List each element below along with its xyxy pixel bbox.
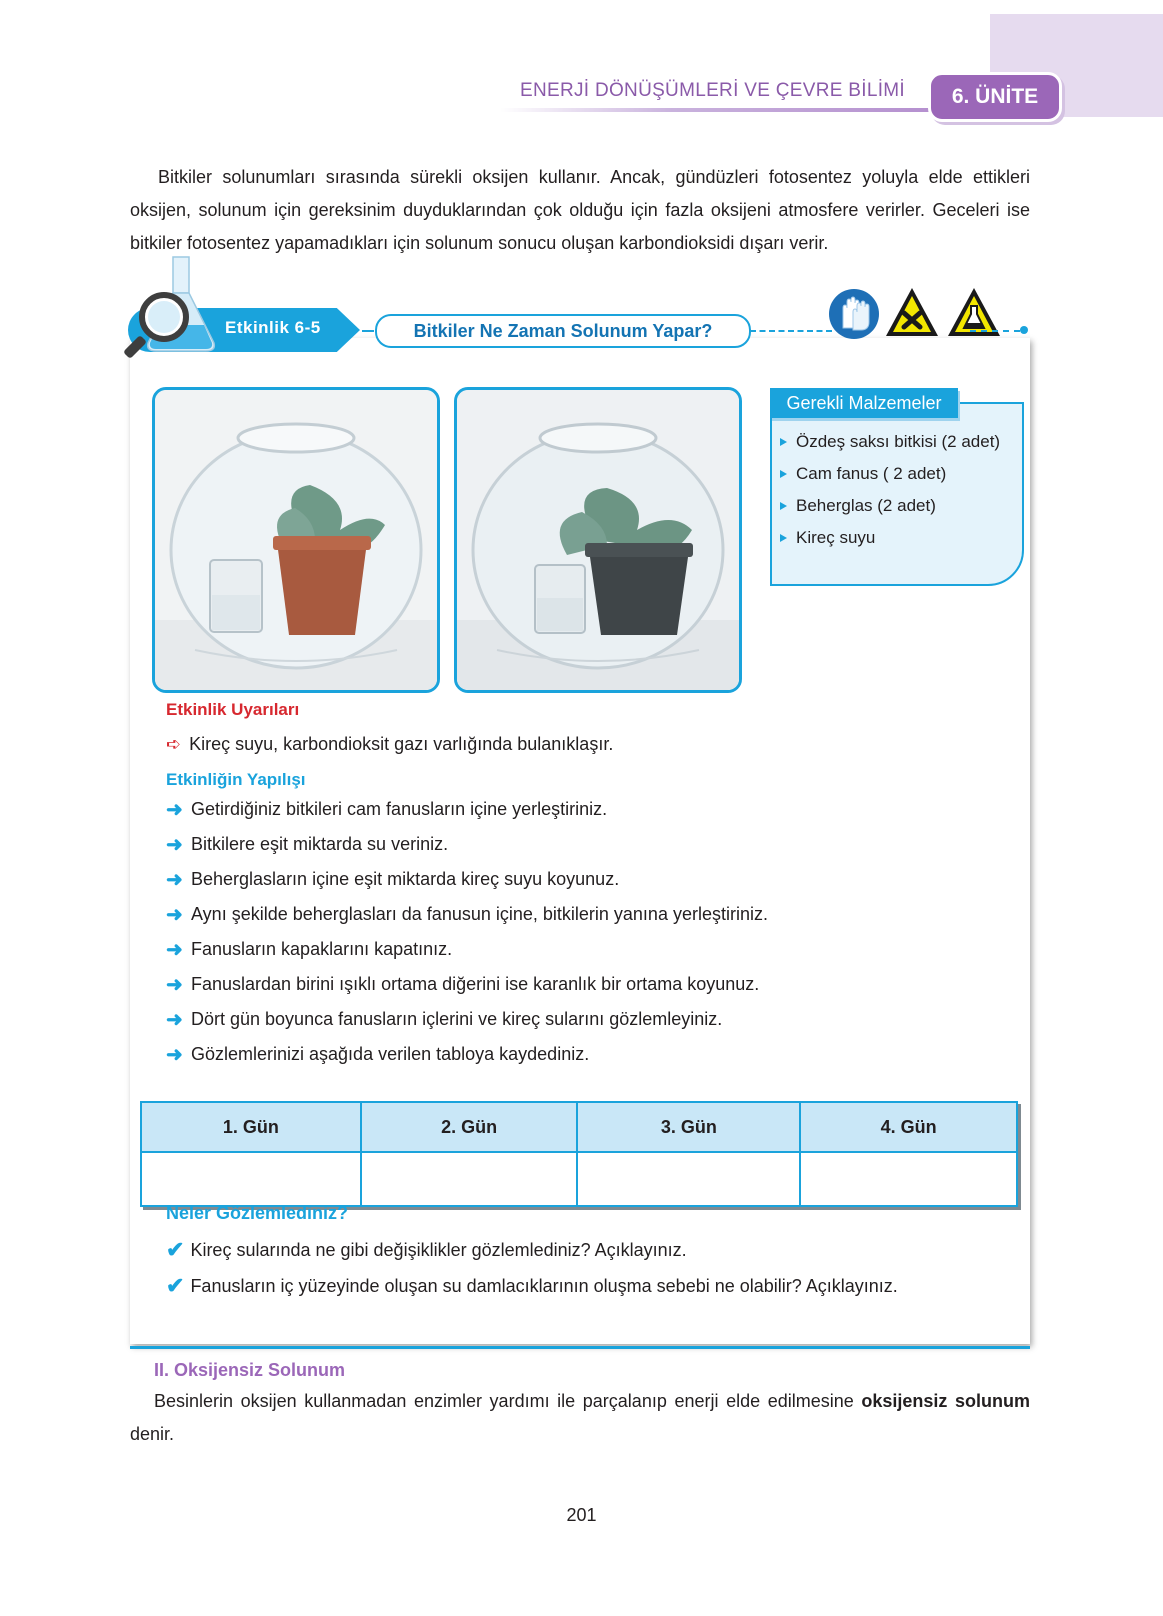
photo-plant-dark bbox=[454, 387, 742, 693]
table-header-day-4: 4. Gün bbox=[800, 1102, 1017, 1152]
arrow-right-icon: ➜ bbox=[166, 868, 183, 891]
bullet-triangle-icon bbox=[780, 470, 787, 478]
unit-name: ENERJİ DÖNÜŞÜMLERİ VE ÇEVRE BİLİMİ bbox=[520, 80, 905, 101]
procedure-step: ➜ Getirdiğiniz bitkileri cam fanusların içine yerleştiriniz. bbox=[166, 798, 608, 821]
procedure-step: ➜ Bitkilere eşit miktarda su veriniz. bbox=[166, 833, 449, 856]
table-header-day-2: 2. Gün bbox=[361, 1102, 578, 1152]
bullet-triangle-icon bbox=[780, 502, 787, 510]
question-item: ✔ Kireç sularında ne gibi değişiklikler gözlemlediniz? Açıklayınız. bbox=[166, 1237, 687, 1262]
arrow-right-icon: ➜ bbox=[166, 973, 183, 996]
intro-text: Bitkiler solunumları sırasında sürekli oksijen kullanır. Ancak, gündüzleri fotosentez yoluyla elde ettikleri oksijen, solunum için gereksinim duyduklarından çok olduğu için fazla oksijeni atmosfere verirler. Geceleri ise bitkiler fotosentez yapamadıkları için solunum sonucu oluşan karbondioksidi dışarı verir. bbox=[130, 167, 1030, 253]
warning-item: ➪ Kireç suyu, karbondioksit gazı varlığında bulanıklaşır. bbox=[166, 733, 614, 754]
procedure-step: ➜ Beherglasların içine eşit miktarda kireç suyu koyunuz. bbox=[166, 868, 620, 891]
materials-item: Özdeş saksı bitkisi (2 adet) bbox=[780, 426, 1020, 458]
arrow-right-icon: ➜ bbox=[166, 1008, 183, 1031]
harmful-hazard-icon bbox=[884, 286, 940, 338]
table-header-day-1: 1. Gün bbox=[141, 1102, 361, 1152]
header-underline bbox=[500, 108, 930, 112]
bullet-triangle-icon bbox=[780, 534, 787, 542]
activity-title: Bitkiler Ne Zaman Solunum Yapar? bbox=[375, 314, 751, 348]
section-divider bbox=[130, 1346, 1030, 1349]
table-cell-day-1[interactable] bbox=[141, 1152, 361, 1206]
bold-term: oksijensiz solunum bbox=[861, 1391, 1030, 1411]
table-cell-day-3[interactable] bbox=[577, 1152, 800, 1206]
materials-item: Beherglas (2 adet) bbox=[780, 490, 1020, 522]
procedure-list bbox=[166, 796, 1006, 1067]
section-text-end: denir. bbox=[130, 1424, 175, 1444]
materials-box bbox=[770, 402, 1024, 586]
table-row bbox=[141, 1152, 1017, 1206]
observations-title: Neler Gözlemlediniz? bbox=[166, 1203, 349, 1223]
dashed-connector bbox=[750, 330, 832, 332]
dashed-connector bbox=[362, 330, 374, 332]
warnings-title: Etkinlik Uyarıları bbox=[166, 700, 300, 719]
plant-in-glass-illustration bbox=[155, 390, 437, 690]
bullet-triangle-icon bbox=[780, 438, 787, 446]
observation-table bbox=[140, 1101, 1018, 1207]
section-title: II. Oksijensiz Solunum bbox=[154, 1360, 346, 1380]
checkmark-icon: ✔ bbox=[166, 1273, 185, 1298]
materials-item: Kireç suyu bbox=[780, 522, 1020, 554]
procedure-step: ➜ Fanuslardan birini ışıklı ortama diğerini ise karanlık bir ortama koyunuz. bbox=[166, 973, 760, 996]
arrow-right-icon: ➜ bbox=[166, 1043, 183, 1066]
materials-item: Cam fanus ( 2 adet) bbox=[780, 458, 1020, 490]
intro-paragraph bbox=[130, 161, 1030, 260]
materials-list bbox=[780, 426, 1020, 554]
arrow-right-icon: ➜ bbox=[166, 903, 183, 926]
table-cell-day-2[interactable] bbox=[361, 1152, 578, 1206]
magnifier-flask-icon bbox=[118, 255, 230, 360]
unit-badge: 6. ÜNİTE bbox=[928, 72, 1062, 122]
checkmark-icon: ✔ bbox=[166, 1237, 185, 1262]
arrow-right-icon: ➜ bbox=[166, 833, 183, 856]
connector-dot bbox=[1020, 326, 1028, 334]
activity-label: Etkinlik 6-5 bbox=[225, 318, 321, 337]
table-cell-day-4[interactable] bbox=[800, 1152, 1017, 1206]
table-header-row bbox=[141, 1102, 1017, 1152]
photo-plant-light bbox=[152, 387, 440, 693]
question-item: ✔ Fanusların iç yüzeyinde oluşan su damlacıklarının oluşma sebebi ne olabilir? Açıklayınız. bbox=[166, 1273, 898, 1298]
procedure-step: ➜ Gözlemlerinizi aşağıda verilen tabloya kaydediniz. bbox=[166, 1043, 590, 1066]
procedure-step: ➜ Dört gün boyunca fanusların içlerini ve kireç sularını gözlemleyiniz. bbox=[166, 1008, 723, 1031]
procedure-step: ➜ Aynı şekilde beherglasları da fanusun içine, bitkilerin yanına yerleştiriniz. bbox=[166, 903, 768, 926]
table-header-day-3: 3. Gün bbox=[577, 1102, 800, 1152]
procedure-title: Etkinliğin Yapılışı bbox=[166, 770, 306, 789]
page-number: 201 bbox=[566, 1505, 597, 1525]
section-paragraph bbox=[130, 1385, 1030, 1451]
arrow-right-icon: ➜ bbox=[166, 938, 183, 961]
materials-title: Gerekli Malzemeler bbox=[770, 388, 958, 418]
section-text: Besinlerin oksijen kullanmadan enzimler yardımı ile parçalanıp enerji elde edilmesine bbox=[154, 1391, 862, 1411]
plant-in-glass-illustration bbox=[457, 390, 739, 690]
dashed-connector bbox=[970, 330, 1020, 332]
pointing-hand-icon: ➪ bbox=[166, 733, 182, 754]
procedure-step: ➜ Fanusların kapaklarını kapatınız. bbox=[166, 938, 453, 961]
arrow-right-icon: ➜ bbox=[166, 798, 183, 821]
gloves-icon bbox=[828, 288, 880, 340]
